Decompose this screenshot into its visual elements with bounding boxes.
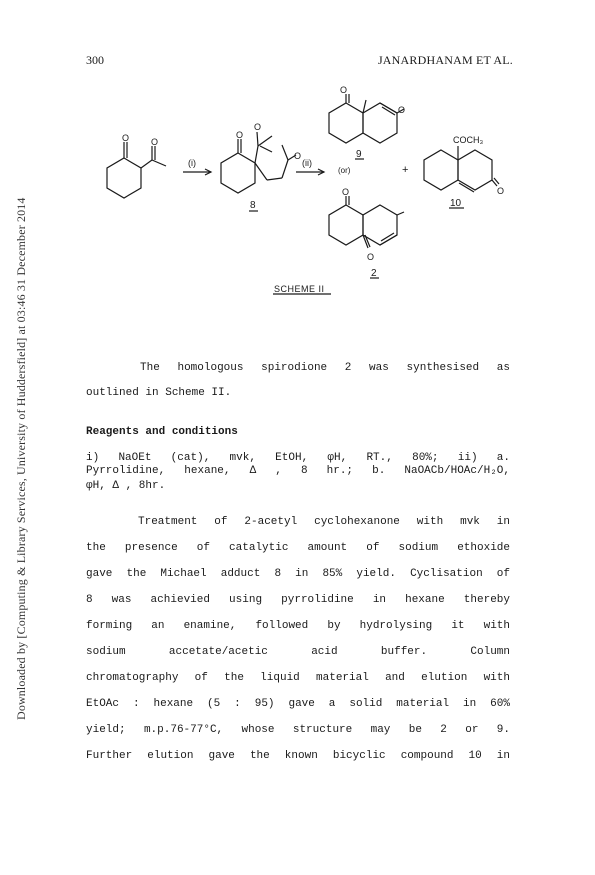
structure-compound-9: [329, 94, 404, 143]
atom-o: O: [340, 85, 348, 95]
body-line: chromatography of the liquid material and elution with: [86, 672, 510, 684]
body-line: forming an enamine, followed by hydrolysing it with: [86, 620, 510, 632]
structure-compound-10: [424, 146, 499, 192]
atom-o: O: [367, 252, 375, 262]
atom-o: O: [342, 187, 350, 197]
or-label: (or): [338, 166, 351, 175]
compound-label-2: 2: [371, 268, 377, 279]
atom-o: O: [497, 186, 505, 196]
body-line: Treatment of 2-acetyl cyclohexanone with mvk in: [138, 516, 510, 528]
body-line: yield; m.p.76-77°C, whose structure may be 2 or 9.: [86, 724, 510, 736]
atom-o: O: [122, 133, 130, 143]
structure-compound-2: [329, 196, 404, 248]
scheme-title: SCHEME II: [274, 284, 325, 294]
plus-sign: +: [402, 164, 409, 176]
body-line: the presence of catalytic amount of sodium ethoxide: [86, 542, 510, 554]
body-line: Further elution gave the known bicyclic compound 10 in: [86, 750, 510, 762]
reagents-line: φH, Δ , 8hr.: [86, 480, 166, 492]
download-watermark: Downloaded by [Computing & Library Services, University of Huddersfield] at 03:46 31 December 2014: [14, 197, 28, 720]
acetyl-group-label: COCH₃: [453, 135, 484, 145]
compound-label-9: 9: [356, 149, 362, 160]
step-label-2: (ii): [302, 158, 312, 168]
reagents-list: [86, 452, 510, 502]
atom-o: O: [294, 151, 302, 161]
page-number: 300: [86, 53, 104, 67]
structure-compound-8: [221, 132, 296, 193]
atom-o: O: [254, 122, 262, 132]
running-head: JANARDHANAM ET AL.: [377, 53, 513, 67]
compound-label-8: 8: [250, 200, 256, 211]
body-line: EtOAc : hexane (5 : 95) gave a solid material in 60%: [86, 698, 510, 710]
scheme-drawing: [0, 0, 595, 300]
atom-o: O: [398, 105, 406, 115]
body-line: sodium accetate/acetic acid buffer. Column: [86, 646, 510, 658]
compound-label-10: 10: [450, 198, 462, 209]
intro-line: outlined in Scheme II.: [86, 387, 232, 399]
body-line: gave the Michael adduct 8 in 85% yield. Cyclisation of: [86, 568, 510, 580]
intro-line: The homologous spirodione 2 was synthesised as: [140, 362, 510, 374]
intro-paragraph: [86, 362, 510, 402]
body-paragraph: [86, 516, 510, 776]
reagents-line: i) NaOEt (cat), mvk, EtOH, φH, RT., 80%; ii) a.: [86, 452, 510, 464]
body-line: 8 was achievied using pyrrolidine in hexane thereby: [86, 594, 510, 606]
structure-acetylcyclohexanone: [107, 142, 166, 198]
atom-o: O: [151, 137, 159, 147]
atom-o: O: [236, 130, 244, 140]
section-heading: Reagents and conditions: [86, 426, 238, 438]
reagents-line: Pyrrolidine, hexane, Δ , 8 hr.; b. NaOACb/HOAc/H₂O,: [86, 465, 510, 477]
step-label-1: (i): [188, 158, 196, 168]
